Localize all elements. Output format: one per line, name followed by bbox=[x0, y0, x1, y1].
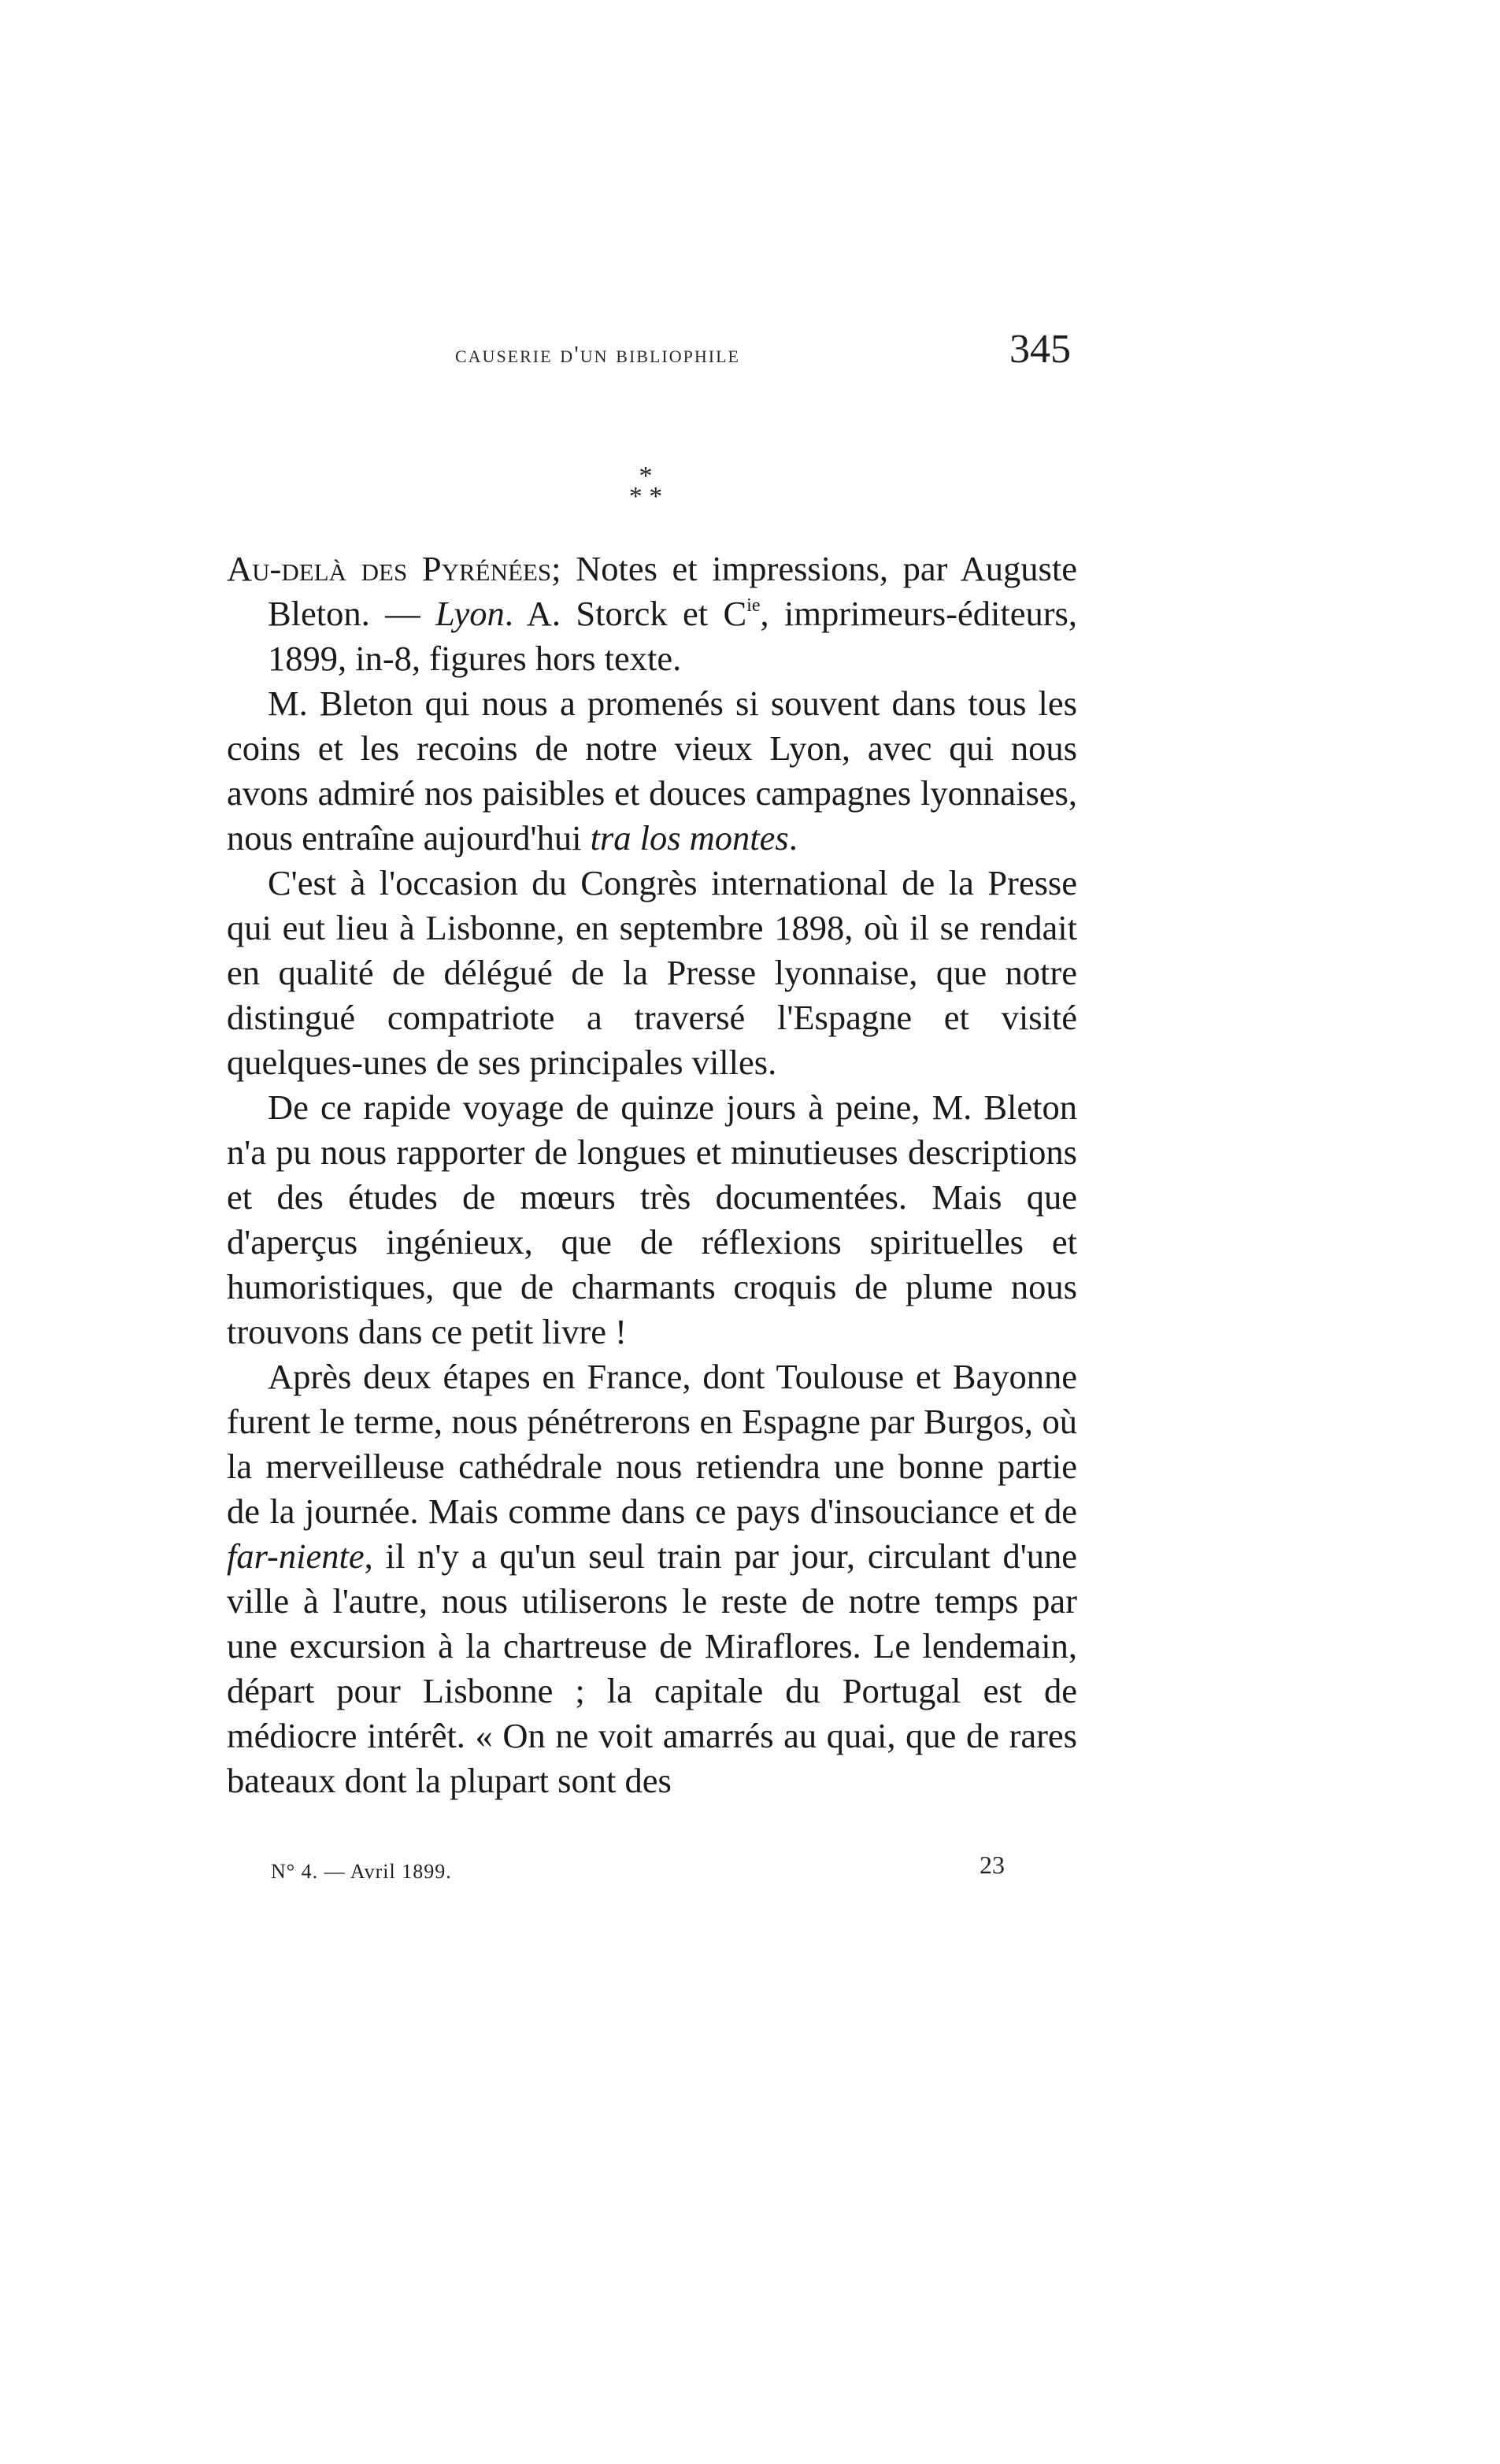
paragraph-3: De ce rapide voyage de quinze jours à peine, M. Bleton n'a pu nous rapporter de longues et minutieuses descriptions et des études de mœurs très documentées. Mais que d'aperçus ingénieux, que de réflexions spirituelles et humoristiques, que de charmants croquis de plume nous trouvons dans ce petit livre ! bbox=[227, 1087, 1077, 1351]
asterism-ornament bbox=[614, 461, 677, 511]
asterism-top: * bbox=[639, 461, 653, 491]
book-title: Au-delà des Pyrénées bbox=[227, 549, 552, 588]
paragraph-4 bbox=[227, 1354, 1077, 1803]
running-header: causerie d'un bibliophile bbox=[455, 340, 740, 368]
body-text bbox=[227, 547, 1077, 1803]
publication-place: Lyon bbox=[435, 594, 505, 633]
paragraph-4-continued: , il n'y a qu'un seul train par jour, circulant d'une ville à l'autre, nous utiliserons le reste de notre temps par une excursion à la chartreuse de Miraflores. Le lendemain, départ pour Lisbonne ; la capitale du Portugal est de médiocre intérêt. « On ne voit amarrés au quai, que de rares bateaux dont la plupart sont des bbox=[227, 1536, 1077, 1800]
paragraph-4-italic: far-niente bbox=[227, 1536, 365, 1576]
publisher: . A. Storck et C bbox=[504, 594, 747, 633]
page-number: 345 bbox=[1009, 327, 1071, 372]
paragraph-2: C'est à l'occasion du Congrès international de la Presse qui eut lieu à Lisbonne, en septembre 1898, où il se rendait en qualité de délégué de la Presse lyonnaise, que notre distingué compatriote a traversé l'Espagne et visité quelques-unes de ses principales villes. bbox=[227, 863, 1077, 1082]
publisher-superscript: ie bbox=[746, 595, 761, 616]
bibliographic-entry bbox=[227, 547, 1077, 681]
paragraph-1-end: . bbox=[788, 818, 798, 858]
sheet-number: 23 bbox=[980, 1851, 1005, 1879]
paragraph-1-italic: tra los montes bbox=[590, 818, 789, 858]
publication-details: , imprimeurs-éditeurs, 1899, in-8, figures hors texte. bbox=[268, 594, 1077, 678]
paragraph-4-text: Après deux étapes en France, dont Toulouse et Bayonne furent le terme, nous pénétrerons en Espagne par Burgos, où la merveilleuse cathédrale nous retiendra une bonne partie de la journée. Mais comme dans ce pays d'insouciance et de bbox=[227, 1357, 1077, 1531]
paragraph-1-text: M. Bleton qui nous a promenés si souvent dans tous les coins et les recoins de notre vieux Lyon, avec qui nous avons admiré nos paisibles et douces campagnes lyonnaises, nous entraîne aujourd'hui bbox=[227, 684, 1077, 858]
issue-signature: N° 4. — Avril 1899. bbox=[271, 1860, 452, 1883]
asterism-bottom: * * bbox=[628, 482, 663, 511]
paragraph-1 bbox=[227, 681, 1077, 861]
book-subtitle-author: ; Notes et impressions, par Auguste Bleton. — bbox=[268, 549, 1077, 633]
